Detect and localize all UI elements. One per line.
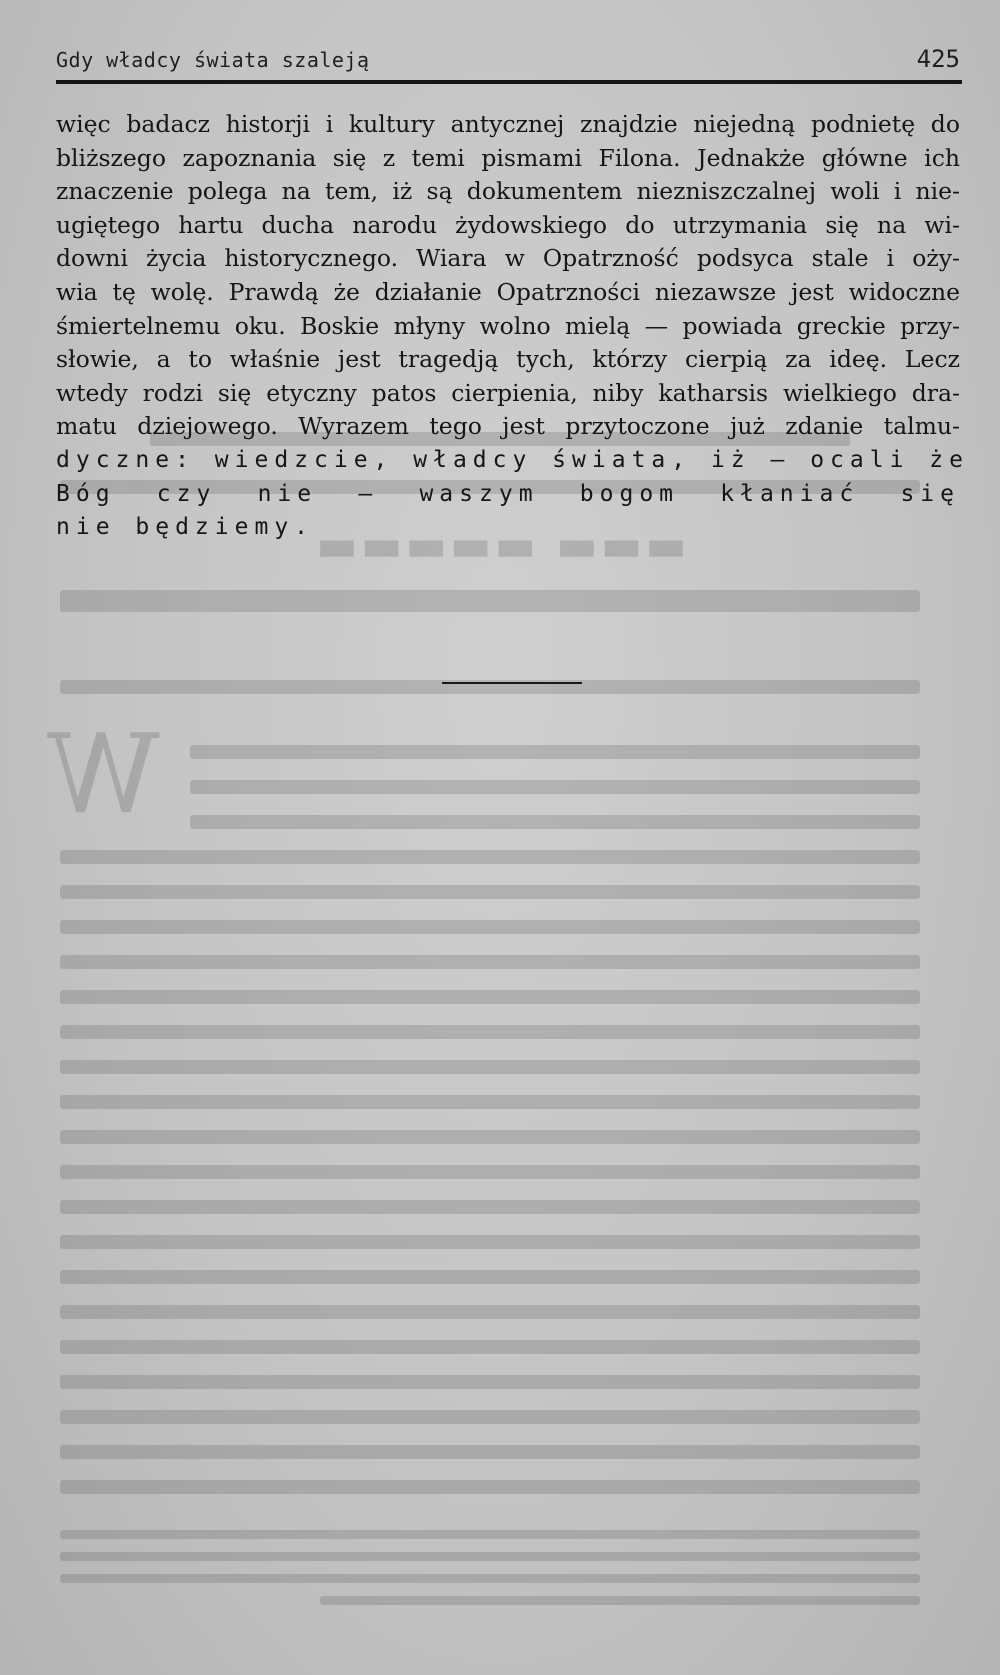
running-title: Gdy władcy świata szaleją (56, 48, 370, 72)
ghost-line (60, 955, 920, 969)
ghost-line (60, 1410, 920, 1424)
ghost-initial: W (46, 710, 160, 838)
ghost-line (60, 1270, 920, 1284)
ghost-line (190, 815, 920, 829)
text-line: znaczenie polega na tem, iż są dokumentem niezniszczalnej woli i nie- (56, 177, 960, 206)
ghost-line (60, 885, 920, 899)
header-rule (56, 80, 962, 84)
quoted-text-line: Bóg czy nie — waszym bogom kłaniać się (56, 480, 960, 507)
ghost-line (60, 1530, 920, 1539)
text-line: wtedy rodzi się etyczny patos cierpienia, niby katharsis wielkiego dra- (56, 378, 960, 407)
text-line: downi życia historycznego. Wiara w Opatrzność podsyca stale i oży- (56, 244, 960, 273)
text-line: więc badacz historji i kultury antycznej znajdzie niejedną podnietę do (56, 110, 960, 138)
text-line: ugiętego hartu ducha narodu żydowskiego do utrzymania się na wi- (56, 210, 960, 239)
section-end-rule (442, 682, 582, 684)
body-paragraph (56, 108, 969, 545)
ghost-line (60, 1165, 920, 1179)
running-head (56, 40, 960, 80)
ghost-line (190, 780, 920, 794)
quoted-text-line: nie będziemy. (56, 514, 315, 541)
ghost-line (60, 1574, 920, 1583)
text-line: matu dziejowego. Wyrazem tego jest przytoczone już zdanie talmu- (56, 412, 960, 441)
ghost-line (60, 1552, 920, 1561)
ghost-line (320, 1596, 920, 1605)
ghost-line (60, 1340, 920, 1354)
ghost-line (60, 590, 920, 612)
ghost-line (60, 1130, 920, 1144)
ghost-line (60, 1305, 920, 1319)
text-line: wia tę wolę. Prawdą że działanie Opatrzności niezawsze jest widoczne (56, 277, 960, 306)
ghost-line (60, 1025, 920, 1039)
ghost-line (60, 1445, 920, 1459)
text-line: śmiertelnemu oku. Boskie młyny wolno mielą — powiada greckie przy- (56, 311, 960, 340)
page-number: 425 (916, 45, 960, 73)
ghost-line (60, 1200, 920, 1214)
text-line: słowie, a to właśnie jest tragedją tych, którzy cierpią za ideę. Lecz (56, 345, 960, 374)
ghost-line (60, 1095, 920, 1109)
ghost-line (60, 1480, 920, 1494)
ghost-heading-1: ▬▬▬ ▬▬▬▬▬ (313, 520, 687, 571)
ghost-line (60, 850, 920, 864)
ghost-line (60, 1060, 920, 1074)
ghost-line (60, 1375, 920, 1389)
ghost-line (190, 745, 920, 759)
show-through-background (40, 420, 969, 1620)
text-line: bliższego zapoznania się z temi pismami Filona. Jednakże główne ich (56, 143, 960, 172)
ghost-line (60, 990, 920, 1004)
quoted-text-line: dyczne: wiedzcie, władcy świata, iż — ocali że (56, 446, 969, 473)
ghost-line (60, 920, 920, 934)
ghost-line (60, 1235, 920, 1249)
